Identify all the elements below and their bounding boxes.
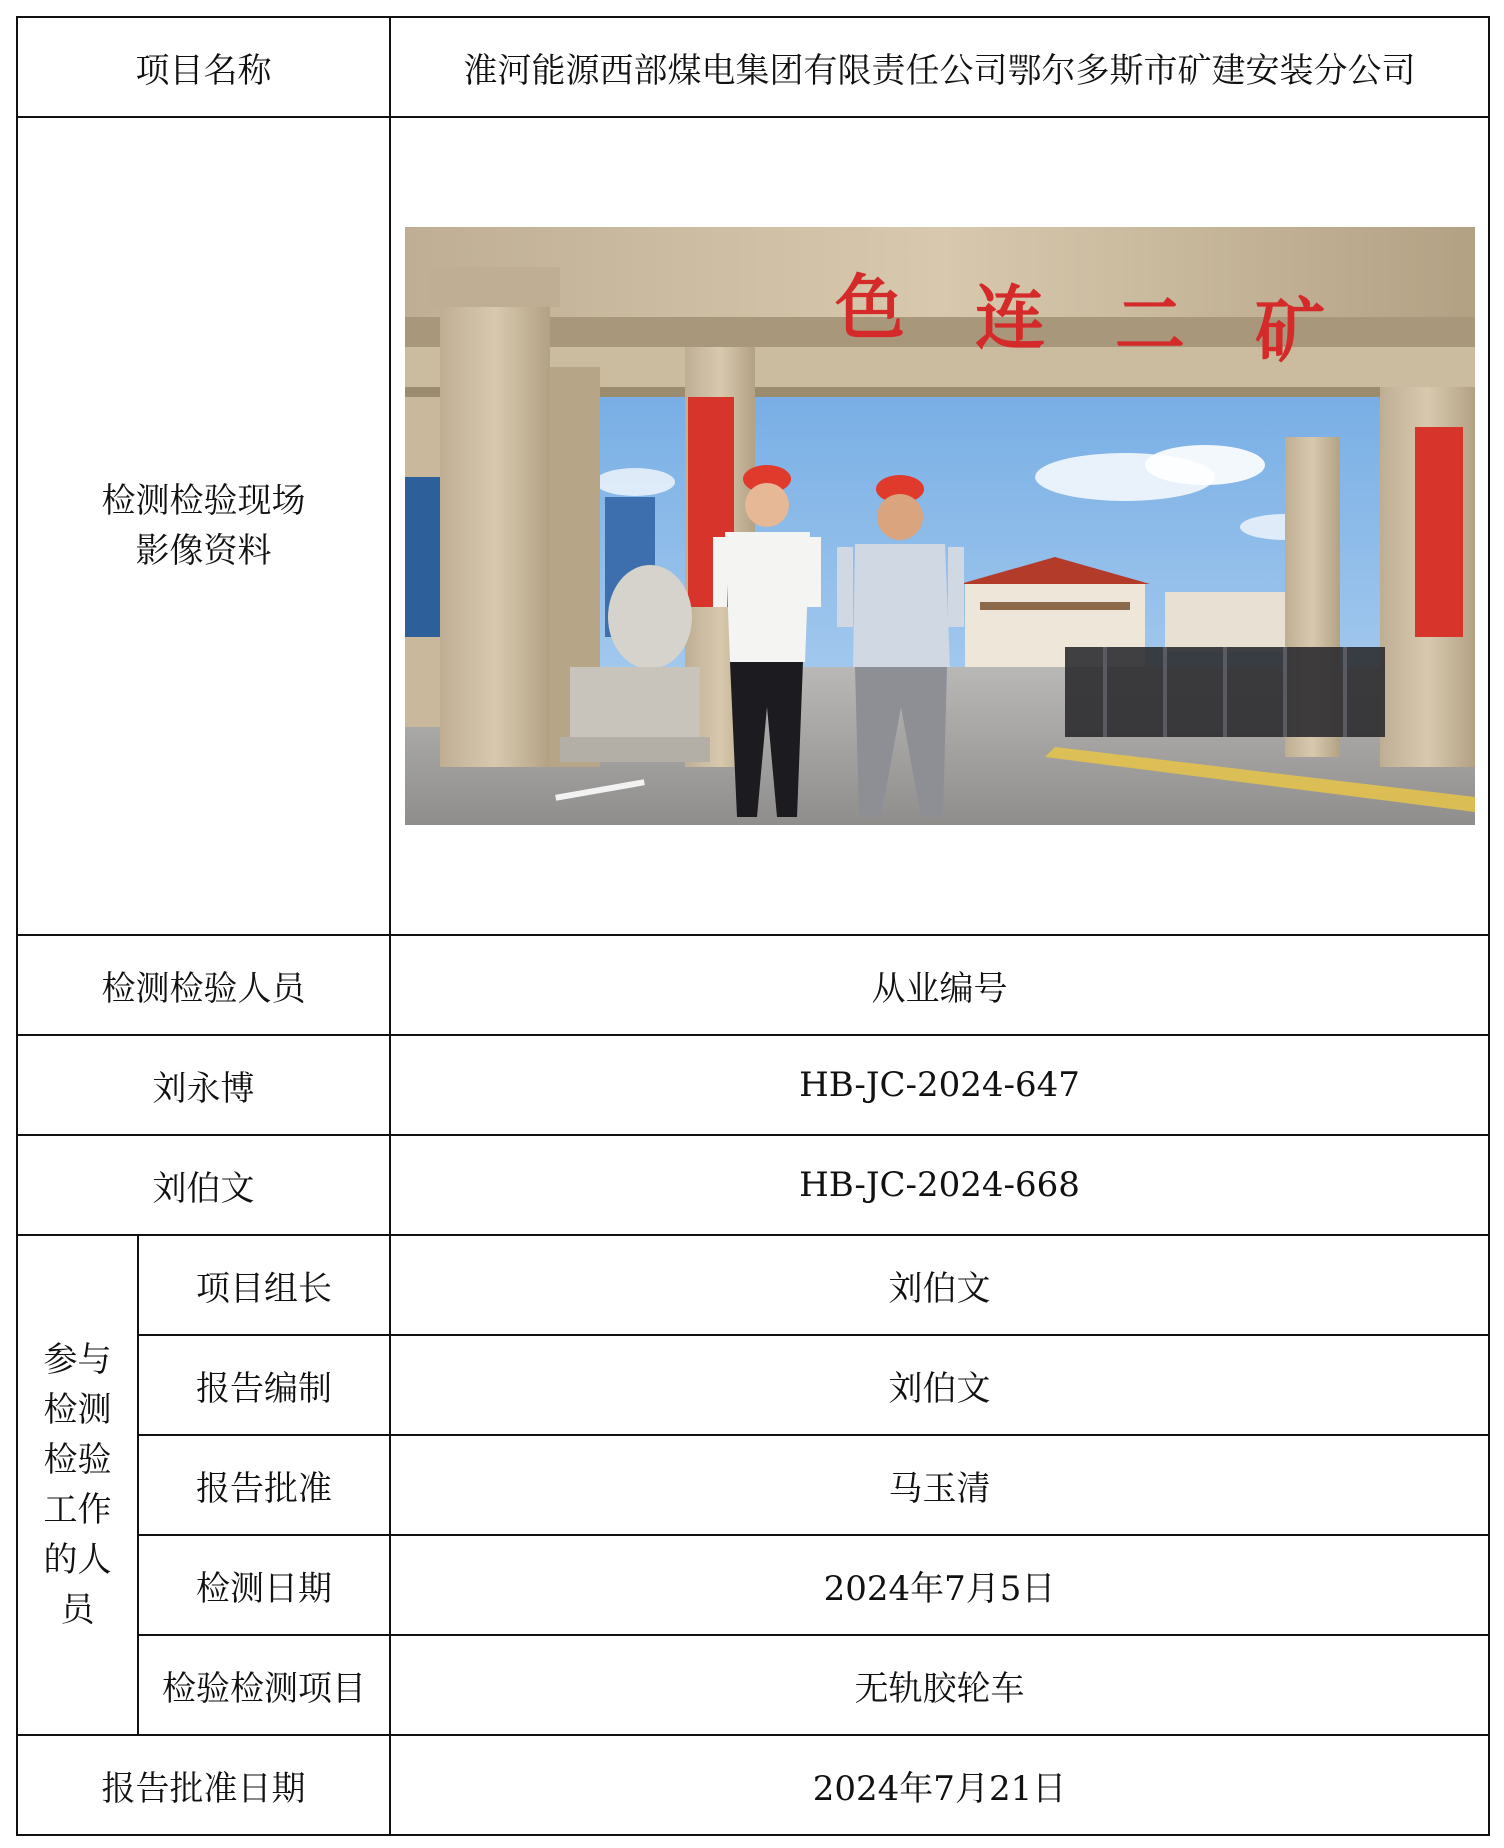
inspector-id: HB-JC-2024-668 xyxy=(390,1135,1489,1235)
participant-row xyxy=(17,1435,1489,1535)
participant-row xyxy=(17,1335,1489,1435)
project-row xyxy=(17,17,1489,117)
approval-value: 2024年7月21日 xyxy=(390,1735,1489,1835)
group-label-line: 的人 xyxy=(43,1540,112,1580)
group-label-line: 参与 xyxy=(43,1340,112,1380)
participant-row xyxy=(17,1235,1489,1335)
participant-value: 刘伯文 xyxy=(390,1335,1489,1435)
report-table xyxy=(16,16,1490,1836)
photo-row xyxy=(17,117,1489,935)
inspector-header-row xyxy=(17,935,1489,1035)
group-label-line: 检验 xyxy=(43,1440,112,1480)
inspector-header-id: 从业编号 xyxy=(390,935,1489,1035)
group-label-line: 员 xyxy=(60,1590,95,1630)
inspector-id: HB-JC-2024-647 xyxy=(390,1035,1489,1135)
participant-row xyxy=(17,1535,1489,1635)
group-label-line: 检测 xyxy=(43,1390,112,1430)
gate-sign-char-4: 矿 xyxy=(1254,290,1325,372)
photo-label-line1: 检测检验现场 xyxy=(101,481,306,521)
photo-label xyxy=(17,117,390,935)
project-value: 淮河能源西部煤电集团有限责任公司鄂尔多斯市矿建安装分公司 xyxy=(390,17,1489,117)
participant-value: 刘伯文 xyxy=(390,1235,1489,1335)
participant-role: 检验检测项目 xyxy=(138,1635,390,1735)
participant-role: 报告批准 xyxy=(138,1435,390,1535)
group-label-line: 工作 xyxy=(43,1490,112,1530)
participant-row xyxy=(17,1635,1489,1735)
inspector-name: 刘永博 xyxy=(17,1035,390,1135)
gate-sign-char-3: 二 xyxy=(1114,284,1185,366)
inspector-header-name: 检测检验人员 xyxy=(17,935,390,1035)
participant-role: 项目组长 xyxy=(138,1235,390,1335)
inspector-row xyxy=(17,1135,1489,1235)
participant-value: 马玉清 xyxy=(390,1435,1489,1535)
photo-label-line2: 影像资料 xyxy=(135,531,272,571)
participant-value: 2024年7月5日 xyxy=(390,1535,1489,1635)
approval-row xyxy=(17,1735,1489,1835)
participant-role: 报告编制 xyxy=(138,1335,390,1435)
gate-sign-char-1: 色 xyxy=(834,267,905,349)
site-photo xyxy=(405,227,1475,825)
project-label: 项目名称 xyxy=(17,17,390,117)
gate-sign-char-2: 连 xyxy=(974,277,1045,359)
inspector-row xyxy=(17,1035,1489,1135)
photo-cell xyxy=(390,117,1489,935)
participant-value: 无轨胶轮车 xyxy=(390,1635,1489,1735)
participants-group-label xyxy=(17,1235,138,1735)
inspector-name: 刘伯文 xyxy=(17,1135,390,1235)
approval-label: 报告批准日期 xyxy=(17,1735,390,1835)
participant-role: 检测日期 xyxy=(138,1535,390,1635)
